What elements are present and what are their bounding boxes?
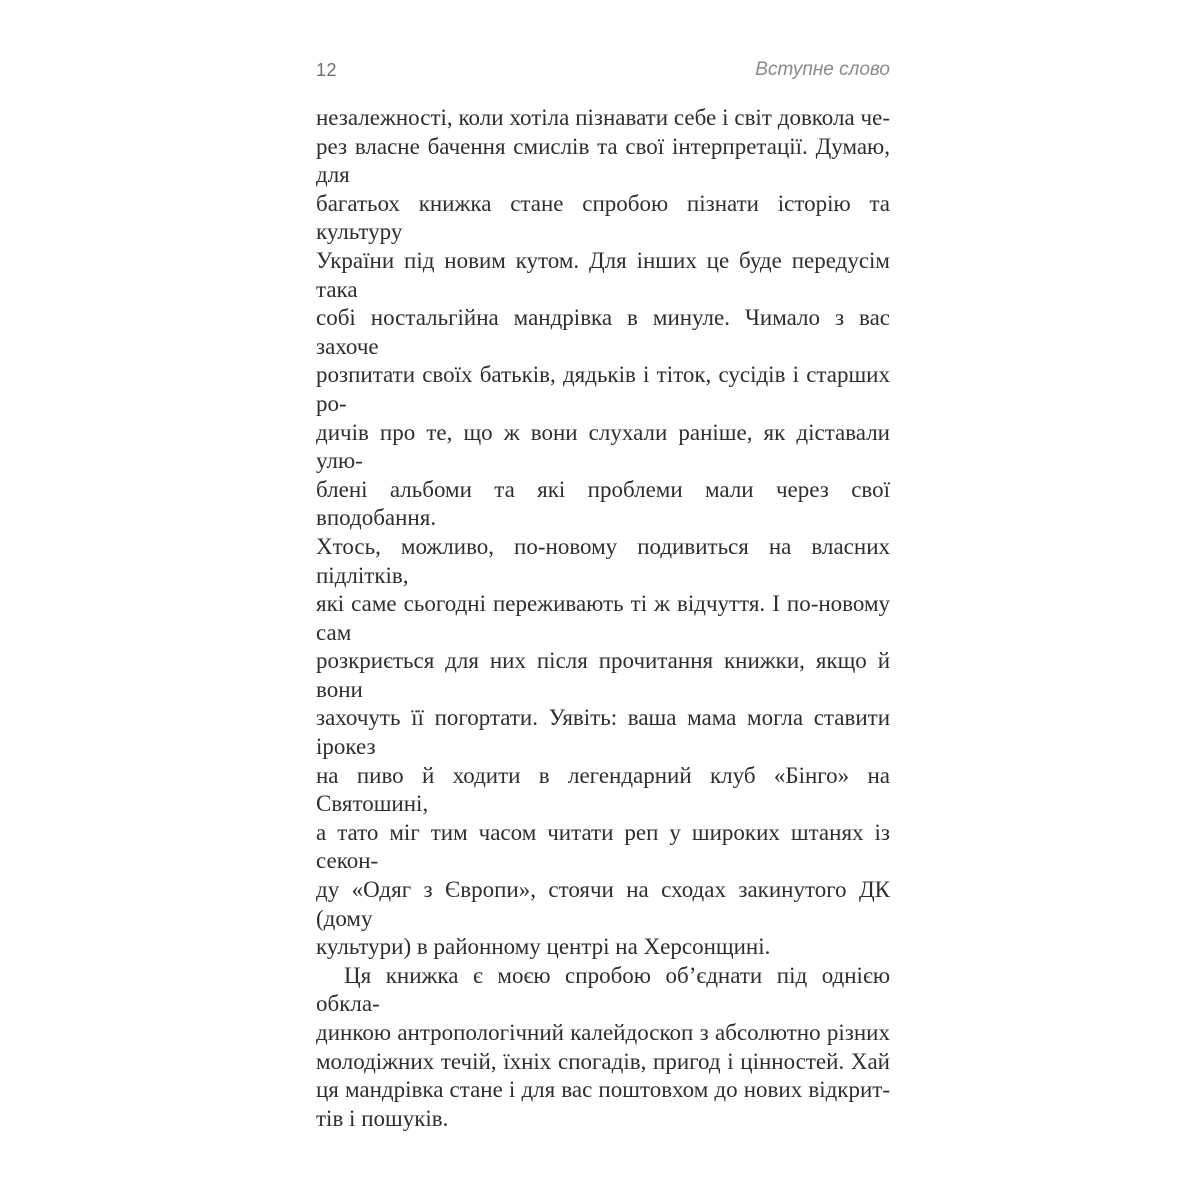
text-line: України під новим кутом. Для інших це буде передусім така bbox=[316, 247, 890, 302]
text-line: на пиво й ходити в легендарний клуб «Бінго» на Святошині, bbox=[316, 762, 890, 817]
text-line: блені альбоми та які проблеми мали через свої вподобання. bbox=[316, 476, 890, 531]
text-line: культури) в районному центрі на Херсонщині. bbox=[316, 934, 771, 960]
text-line: тів і пошуків. bbox=[316, 1105, 449, 1131]
text-line: а тато міг тим часом читати реп у широких штанях із секон- bbox=[316, 819, 890, 874]
text-line: динкою антропологічний калейдоскоп з абсолютно різних bbox=[316, 1020, 890, 1045]
text-line: ця мандрівка стане і для вас поштовхом до нових відкрит- bbox=[316, 1077, 890, 1103]
text-line: дичів про те, що ж вони слухали раніше, як діставали улю- bbox=[316, 419, 890, 474]
body-text bbox=[316, 104, 890, 1133]
paragraph bbox=[316, 962, 890, 1134]
page-number: 12 bbox=[316, 60, 338, 80]
text-line: багатьох книжка стане спробою пізнати історію та культуру bbox=[316, 190, 890, 245]
running-head: Вступне слово bbox=[755, 59, 890, 80]
paragraph bbox=[316, 104, 890, 962]
text-line: які саме сьогодні переживають ті ж відчуття. І по-новому сам bbox=[316, 591, 890, 645]
text-line: Хтось, можливо, по-новому подивиться на власних підлітків, bbox=[316, 533, 890, 588]
text-line: молодіжних течій, їхніх спогадів, пригод і цінностей. Хай bbox=[316, 1048, 890, 1074]
text-line: собі ностальгійна мандрівка в минуле. Чимало з вас захоче bbox=[316, 305, 890, 359]
text-line: розпитати своїх батьків, дядьків і тіток, сусідів і старших ро- bbox=[316, 362, 890, 416]
text-line: ду «Одяг з Європи», стоячи на сходах закинутого ДК (дому bbox=[316, 877, 890, 931]
page-header bbox=[316, 58, 890, 82]
text-line: незалежності, коли хотіла пізнавати себе і світ довкола че- bbox=[316, 105, 890, 130]
text-line: рез власне бачення смислів та свої інтерпретації. Думаю, для bbox=[316, 133, 890, 188]
text-line: Ця книжка є моєю спробою об’єднати під однією обкла- bbox=[316, 962, 890, 1017]
text-line: захочуть її погортати. Уявіть: ваша мама могла ставити ірокез bbox=[316, 705, 890, 760]
text-line: розкриється для них після прочитання книжки, якщо й вони bbox=[316, 648, 890, 702]
